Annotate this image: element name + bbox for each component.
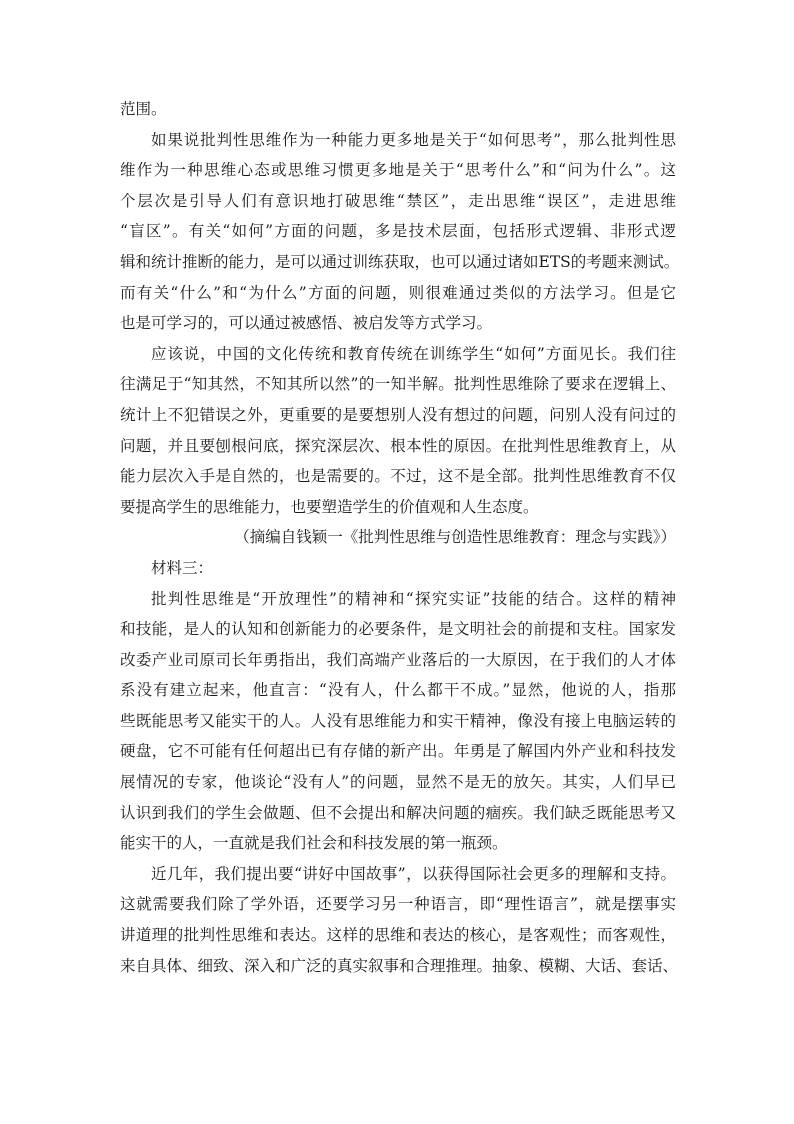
source-citation [120,522,676,553]
text-line: 如果说批判性思维作为一种能力更多地是关于“如何思考”，那么批判性思 [151,130,676,149]
text-line: 认识到我们的学生会做题、但不会提出和解决问题的痼疾。我们缺乏既能思考又 [120,803,676,822]
text-line: 也是可学习的，可以通过被感悟、被启发等方式学习。 [120,314,493,333]
text-line: 近几年，我们提出要“讲好中国故事”，以获得国际社会更多的理解和支持。 [151,864,676,883]
paragraph-p3 [120,584,676,859]
text-line: 要提高学生的思维能力，也要塑造学生的价值观和人生态度。 [120,497,539,516]
text-line: 系没有建立起来，他直言：“没有人，什么都干不成。”显然，他说的人，指那 [120,681,676,700]
text-line: “盲区”。有关“如何”方面的问题，多是技术层面，包括形式逻辑、非形式逻 [120,222,676,241]
text-line: 而有关“什么”和“为什么”方面的问题，则很难通过类似的方法学习。但是它 [120,283,676,302]
text-line: 辑和统计推断的能力，是可以通过训练获取，也可以通过诸如ETS的考题来测试。 [120,252,680,271]
text-line: 能实干的人，一直就是我们社会和科技发展的第一瓶颈。 [120,834,508,853]
text-line: 讲道理的批判性思维和表达。这样的思维和表达的核心，是客观性；而客观性， [120,926,676,945]
text-line: 统计上不犯错误之外，更重要的是要想别人没有想过的问题，问别人没有问过的 [120,405,676,424]
text-line: 维作为一种思维心态或思维习惯更多地是关于“思考什么”和“问为什么”。这 [120,161,676,180]
text-line: 这就需要我们除了学外语，还要学习另一种语言，即“理性语言”，就是摆事实 [120,895,676,914]
paragraph-p4 [120,859,679,981]
text-line: 和技能，是人的认知和创新能力的必要条件，是文明社会的前提和支柱。国家发 [120,620,676,639]
text-line: 范围。 [120,100,167,118]
text-line: 应该说，中国的文化传统和教育传统在训练学生“如何”方面见长。我们往 [151,344,676,363]
citation-line: （摘编自钱颖一《批判性思维与创造性思维教育：理念与实践》） [234,528,676,547]
text-line: 些既能思考又能实干的人。人没有思维能力和实干精神，像没有接上电脑运转的 [120,711,676,730]
paragraph-p1 [120,125,680,339]
text-line: 硬盘，它不可能有任何超出已有存储的新产出。年勇是了解国内外产业和科技发 [120,742,676,761]
section-label [120,553,676,584]
text-line: 个层次是引导人们有意识地打破思维“禁区”，走出思维“误区”，走进思维 [120,191,676,210]
section-label-text: 材料三： [151,558,214,577]
document-page [120,94,680,981]
text-line: 改委产业司原司长年勇指出，我们高端产业落后的一大原因，在于我们的人才体 [120,650,676,669]
text-line: 展情况的专家，他谈论“没有人”的问题，显然不是无的放矢。其实，人们早已 [120,773,676,792]
text-line: 问题，并且要刨根问底，探究深层次、根本性的原因。在批判性思维教育上，从 [120,436,676,455]
text-line: 来自具体、细致、深入和广泛的真实叙事和合理推理。抽象、模糊、大话、套话、 [120,956,679,975]
text-line: 能力层次入手是自然的，也是需要的。不过，这不是全部。批判性思维教育不仅 [120,467,676,486]
text-line: 批判性思维是“开放理性”的精神和“探究实证”技能的结合。这样的精神 [151,589,676,608]
paragraph-p2 [120,339,676,523]
text-line: 往满足于“知其然，不知其所以然”的一知半解。批判性思维除了要求在逻辑上、 [120,375,676,394]
paragraph-p0 [120,94,676,125]
